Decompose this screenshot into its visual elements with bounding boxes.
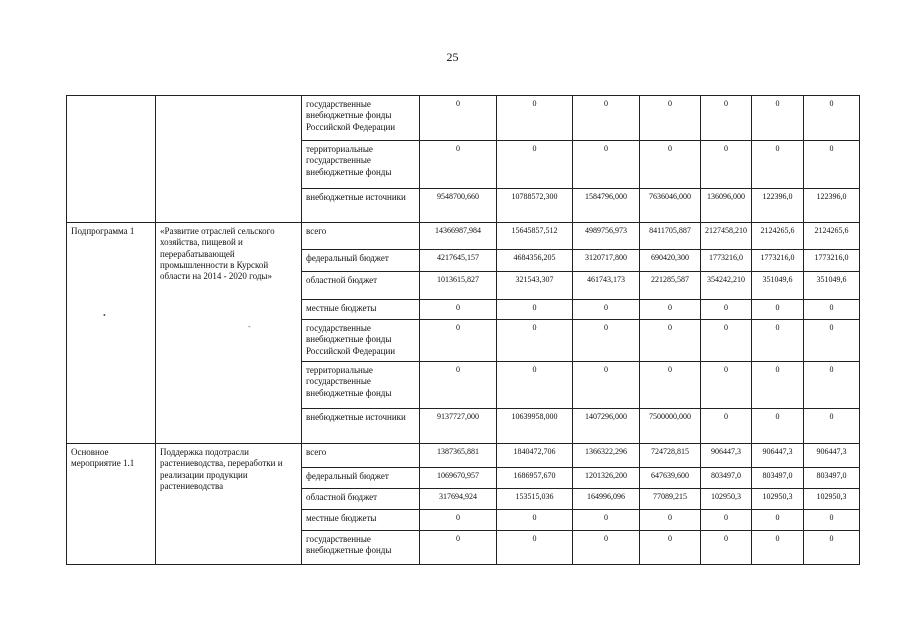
- value-cell: 0: [497, 141, 573, 189]
- value-cell: 0: [701, 96, 752, 141]
- value-cell: 0: [640, 96, 701, 141]
- value-cell: 0: [640, 300, 701, 320]
- value-cell: 0: [573, 362, 640, 409]
- value-cell: 2124265,6: [804, 223, 860, 250]
- value-cell: 0: [497, 510, 573, 531]
- value-cell: 0: [701, 141, 752, 189]
- value-cell: 0: [497, 300, 573, 320]
- value-cell: 0: [752, 141, 804, 189]
- value-cell: 1069670,957: [420, 468, 497, 489]
- value-cell: 0: [640, 531, 701, 565]
- value-cell: 10788572,300: [497, 189, 573, 223]
- value-cell: 906447,3: [804, 444, 860, 468]
- value-cell: 0: [573, 510, 640, 531]
- value-cell: 0: [701, 510, 752, 531]
- value-cell: 14366987,984: [420, 223, 497, 250]
- value-cell: 0: [752, 320, 804, 362]
- value-cell: 0: [804, 141, 860, 189]
- table-row: [67, 223, 860, 250]
- value-cell: 647639,600: [640, 468, 701, 489]
- source-cell: федеральный бюджет: [302, 250, 420, 272]
- value-cell: 1387365,881: [420, 444, 497, 468]
- value-cell: 0: [752, 510, 804, 531]
- value-cell: 724728,815: [640, 444, 701, 468]
- source-cell: территориальные государственные внебюджетные фонды: [302, 141, 420, 189]
- value-cell: 4989756,973: [573, 223, 640, 250]
- value-cell: 0: [420, 96, 497, 141]
- value-cell: 354242,210: [701, 272, 752, 300]
- source-cell: государственные внебюджетные фонды Российской Федерации: [302, 96, 420, 141]
- value-cell: 1584796,000: [573, 189, 640, 223]
- value-cell: 0: [701, 531, 752, 565]
- value-cell: 1686957,670: [497, 468, 573, 489]
- value-cell: 0: [701, 320, 752, 362]
- value-cell: 803497,0: [701, 468, 752, 489]
- value-cell: 0: [573, 96, 640, 141]
- value-cell: 0: [804, 320, 860, 362]
- source-cell: федеральный бюджет: [302, 468, 420, 489]
- value-cell: 0: [573, 320, 640, 362]
- value-cell: 0: [573, 141, 640, 189]
- source-cell: местные бюджеты: [302, 300, 420, 320]
- table-row: [67, 444, 860, 468]
- value-cell: 122396,0: [804, 189, 860, 223]
- value-cell: 0: [701, 409, 752, 444]
- value-cell: 0: [420, 531, 497, 565]
- value-cell: 0: [804, 409, 860, 444]
- value-cell: 0: [640, 141, 701, 189]
- value-cell: 0: [752, 96, 804, 141]
- status-cell: Подпрограмма 1: [67, 223, 156, 444]
- value-cell: 10639958,000: [497, 409, 573, 444]
- value-cell: 0: [497, 96, 573, 141]
- value-cell: 1013615,827: [420, 272, 497, 300]
- value-cell: 0: [752, 531, 804, 565]
- value-cell: 153515,036: [497, 489, 573, 510]
- source-cell: государственные внебюджетные фонды Российской Федерации: [302, 320, 420, 362]
- name-cell: [156, 96, 302, 223]
- value-cell: 0: [701, 362, 752, 409]
- value-cell: 0: [420, 510, 497, 531]
- table-row: [67, 96, 860, 141]
- value-cell: 2127458,210: [701, 223, 752, 250]
- value-cell: 351049,6: [752, 272, 804, 300]
- value-cell: 0: [804, 531, 860, 565]
- name-cell: Поддержка подотрасли растениеводства, переработки и реализации продукции растениеводства: [156, 444, 302, 565]
- source-cell: территориальные государственные внебюджетные фонды: [302, 362, 420, 409]
- value-cell: 461743,173: [573, 272, 640, 300]
- value-cell: 1773216,0: [804, 250, 860, 272]
- value-cell: 690420,300: [640, 250, 701, 272]
- source-cell: внебюджетные источники: [302, 189, 420, 223]
- scan-mark: -: [248, 322, 251, 331]
- value-cell: 906447,3: [752, 444, 804, 468]
- value-cell: 4684356,205: [497, 250, 573, 272]
- source-cell: местные бюджеты: [302, 510, 420, 531]
- value-cell: 0: [701, 300, 752, 320]
- status-cell: Основное мероприятие 1.1: [67, 444, 156, 565]
- value-cell: 0: [497, 320, 573, 362]
- source-cell: областной бюджет: [302, 272, 420, 300]
- value-cell: 9548700,660: [420, 189, 497, 223]
- value-cell: 0: [640, 320, 701, 362]
- value-cell: 102950,3: [752, 489, 804, 510]
- value-cell: 803497,0: [752, 468, 804, 489]
- value-cell: 1773216,0: [752, 250, 804, 272]
- source-cell: всего: [302, 223, 420, 250]
- name-cell: «Развитие отраслей сельского хозяйства, пищевой и перерабатывающей промышленности в Курской области на 2014 - 2020 годы»: [156, 223, 302, 444]
- source-cell: государственные внебюджетные фонды: [302, 531, 420, 565]
- source-cell: всего: [302, 444, 420, 468]
- value-cell: 1773216,0: [701, 250, 752, 272]
- source-cell: областной бюджет: [302, 489, 420, 510]
- value-cell: 0: [497, 531, 573, 565]
- value-cell: 0: [573, 300, 640, 320]
- value-cell: 0: [752, 300, 804, 320]
- value-cell: 0: [804, 362, 860, 409]
- value-cell: 7500000,000: [640, 409, 701, 444]
- value-cell: 9137727,000: [420, 409, 497, 444]
- budget-table: [66, 95, 860, 565]
- value-cell: 321543,307: [497, 272, 573, 300]
- value-cell: 164996,096: [573, 489, 640, 510]
- value-cell: 0: [640, 362, 701, 409]
- value-cell: 906447,3: [701, 444, 752, 468]
- value-cell: 3120717,800: [573, 250, 640, 272]
- value-cell: 2124265,6: [752, 223, 804, 250]
- value-cell: 317694,924: [420, 489, 497, 510]
- value-cell: 221285,587: [640, 272, 701, 300]
- value-cell: 102950,3: [701, 489, 752, 510]
- value-cell: 0: [752, 362, 804, 409]
- value-cell: 351049,6: [804, 272, 860, 300]
- scan-mark: •: [103, 311, 106, 320]
- value-cell: 77089,215: [640, 489, 701, 510]
- value-cell: 7636046,000: [640, 189, 701, 223]
- value-cell: 0: [804, 96, 860, 141]
- value-cell: 803497,0: [804, 468, 860, 489]
- status-cell: [67, 96, 156, 223]
- value-cell: 8411705,887: [640, 223, 701, 250]
- source-cell: внебюджетные источники: [302, 409, 420, 444]
- value-cell: 0: [420, 362, 497, 409]
- value-cell: 0: [804, 510, 860, 531]
- value-cell: 0: [420, 300, 497, 320]
- value-cell: 0: [752, 409, 804, 444]
- value-cell: 0: [420, 141, 497, 189]
- value-cell: 4217645,157: [420, 250, 497, 272]
- value-cell: 15645857,512: [497, 223, 573, 250]
- value-cell: 102950,3: [804, 489, 860, 510]
- value-cell: 0: [420, 320, 497, 362]
- value-cell: 0: [573, 531, 640, 565]
- value-cell: 1366322,296: [573, 444, 640, 468]
- value-cell: 0: [804, 300, 860, 320]
- value-cell: 136096,000: [701, 189, 752, 223]
- value-cell: 122396,0: [752, 189, 804, 223]
- value-cell: 1201326,200: [573, 468, 640, 489]
- value-cell: 1407296,000: [573, 409, 640, 444]
- value-cell: 1840472,706: [497, 444, 573, 468]
- value-cell: 0: [640, 510, 701, 531]
- value-cell: 0: [497, 362, 573, 409]
- page-number: 25: [446, 50, 459, 64]
